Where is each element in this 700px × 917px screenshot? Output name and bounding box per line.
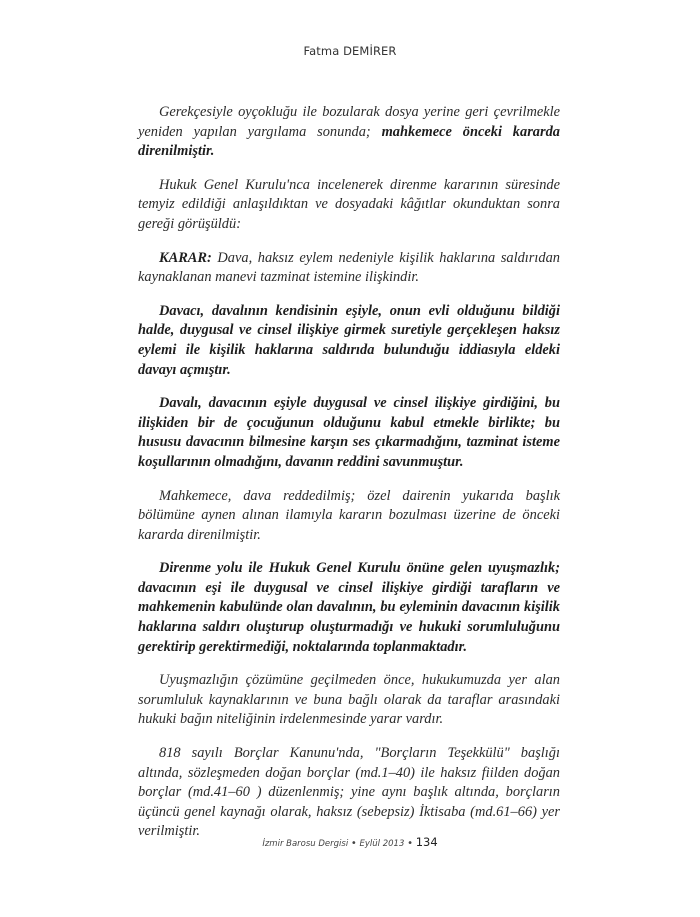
paragraph-3 (138, 249, 560, 288)
paragraph-2: Hukuk Genel Kurulu'nca incelenerek direnme kararının süresinde temyiz edildiği anlaşıldıktan ve dosyadaki kâğıtlar okunduktan sonra gereği görüşüldü: (138, 176, 560, 232)
paragraph-4: Davacı, davalının kendisinin eşiyle, onun evli olduğunu bildiği halde, duygusal ve cinsel ilişkiye girmek suretiyle gerçekleşen haksız eylemi ile kişilik haklarına saldırıda bulunduğu iddiasıyla eldeki davayı açmıştır. (138, 302, 560, 378)
page-number: 134 (415, 835, 438, 849)
running-header-author: Fatma DEMİRER (303, 44, 397, 58)
footer-journal: İzmir Barosu Dergisi (262, 839, 349, 849)
paragraph-9: 818 sayılı Borçlar Kanunu'nda, "Borçların Teşekkülü" başlığı altında, sözleşmeden doğan borçlar (md.1–40) ile haksız fiilden doğan borçlar (md.41–60 ) düzenlenmiş; yine aynı başlık altında, borçların üçüncü genel kaynağı olarak, haksız (sebepsiz) İktisaba (md.61–66) yer verilmiştir. (138, 745, 560, 840)
paragraph-8: Uyuşmazlığın çözümüne geçilmeden önce, hukukumuzda yer alan sorumluluk kaynaklarının ve buna bağlı olarak da taraflar arasındaki hukuki bağın niteliğinin irdelenmesinde yarar vardır. (138, 672, 560, 728)
footer-separator-2: • (407, 838, 413, 849)
footer-separator-1: • (350, 838, 357, 849)
karar-label: KARAR: (159, 249, 212, 266)
paragraph-3-text: Dava, haksız eylem nedeniyle kişilik haklarına saldırıdan kaynaklanan manevi tazminat istemine ilişkindir. (138, 249, 560, 286)
paragraph-6: Mahkemece, dava reddedilmiş; özel dairenin yukarıda başlık bölümüne aynen alınan ilamıyla kararın bozulması üzerine de önceki kararda direnilmiştir. (138, 487, 560, 543)
paragraph-1 (138, 103, 560, 162)
footer-date: Eylül 2013 (359, 839, 405, 849)
paragraph-1-text: Gerekçesiyle oyçokluğu ile bozularak dosya yerine geri çevrilmekle yeniden yapılan yargılama sonunda; (138, 104, 560, 140)
paragraph-5: Davalı, davacının eşiyle duygusal ve cinsel ilişkiye girdiğini, bu ilişkiden bir de çocuğunun olduğunu kabul etmekle birlikte; bu hususu davacının bilmesine karşın ses çıkarmadığını, tazminat isteme koşullarının olmadığını, davanın reddini savunmuştur. (138, 395, 560, 470)
page-footer (0, 835, 700, 849)
paragraph-7: Direnme yolu ile Hukuk Genel Kurulu önüne gelen uyuşmazlık; davacının eşi ile duygusal ve cinsel ilişkiye girdiği tarafların ve mahkemenin kabulünde olan davalının, bu eyleminin davacının kişilik haklarına saldırı oluşturup oluşturmadığı ve hukuki sorumluluğunu gerektirip gerektirmediği, noktalarında toplanmaktadır. (138, 560, 560, 655)
body-text (138, 103, 560, 856)
paragraph-1-emphasis: mahkemece önceki kararda direnilmiştir. (138, 123, 560, 160)
